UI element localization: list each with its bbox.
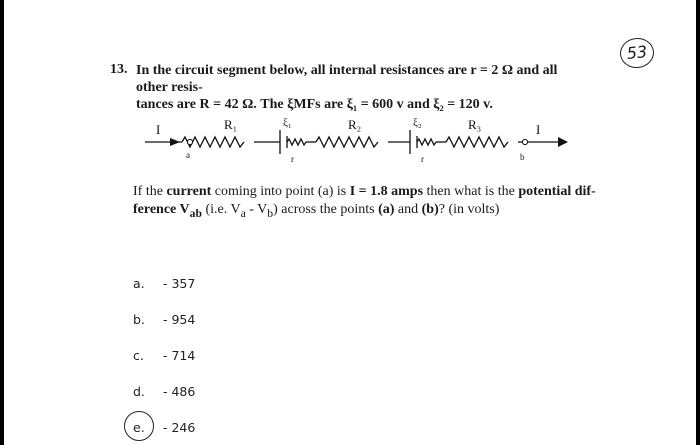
question-stem [136,62,591,113]
question-number: 13. [110,62,128,77]
circuit-diagram [140,110,580,170]
r2-label: R₂ [348,117,362,132]
point-a-node [187,139,192,144]
internal-r2 [417,139,436,145]
selected-answer-circle-icon [124,411,154,441]
question-stem-line1: In the circuit segment below, all internal resistances are r = 2 Ω and all other resis- [136,63,558,95]
r3-label: R₃ [468,117,482,132]
emf1-label: ξ₁ [283,117,292,129]
option-letter: d. [133,384,145,399]
resistor-r3 [446,137,508,147]
option-letter: b. [133,312,145,327]
option-e[interactable] [133,420,195,435]
resistor-r2 [316,137,378,147]
question-stem-line2: tances are R = 42 Ω. The ξMFs are ξ₁ = 600 v and ξ₂ = 120 v. [136,97,493,112]
current-label-right: I [536,122,541,137]
option-value: - 357 [163,276,196,291]
internal-r1 [287,139,306,145]
emf2-label: ξ₂ [413,117,422,129]
option-value: - 486 [163,384,196,399]
option-value: - 954 [163,312,196,327]
r1-label: R₁ [224,117,238,132]
page-number-circle: 53 [619,36,656,69]
option-c[interactable] [133,348,195,363]
current-label-left: I [156,122,161,137]
point-b-node [522,139,527,144]
question-text: If the current coming into point (a) is I = 1.8 amps then what is the potential dif- ference $V_{ab}$ (i.e. $V_a - V_b$) across the points (a) and (b)? (in volts) [133,184,596,220]
option-value: - 246 [163,420,196,435]
point-a-label: a [186,150,190,160]
right-border [696,0,700,445]
left-border [0,0,4,445]
option-letter: c. [133,348,144,363]
option-b[interactable] [133,312,195,327]
option-letter: e. [133,420,145,435]
option-letter: a. [133,276,145,291]
arrow-left-icon [170,138,180,146]
option-value: - 714 [163,348,196,363]
option-d[interactable] [133,384,195,399]
option-a[interactable] [133,276,195,291]
arrow-right-icon [558,137,568,147]
internal-r2-label: r [421,154,424,164]
internal-r1-label: r [291,154,294,164]
point-b-label: b [520,152,525,162]
